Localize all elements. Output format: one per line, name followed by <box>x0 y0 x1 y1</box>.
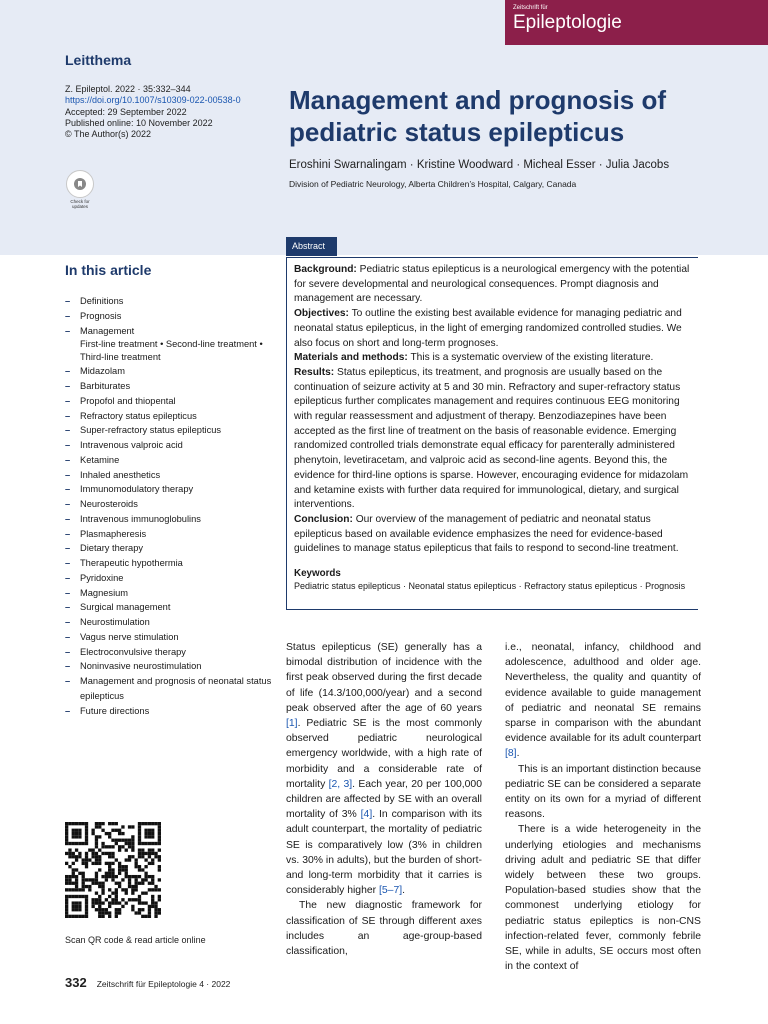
abstract-conclusion: Conclusion: Our overview of the management of pediatric and neonatal status epilepticus based on available evidence emphasizes the need for evidence-based guidelines to manage status epilepticus that fails to respond to second-line treatment. <box>294 513 679 555</box>
qr-caption: Scan QR code & read article online <box>65 935 206 945</box>
affiliation: Division of Pediatric Neurology, Alberta Children’s Hospital, Calgary, Canada <box>289 179 577 189</box>
toc-dash-icon: – <box>65 395 71 406</box>
article-title <box>289 84 729 148</box>
toc-item[interactable] <box>65 453 275 468</box>
toc-dash-icon: – <box>65 572 71 583</box>
doi-link[interactable]: https://doi.org/10.1007/s10309-022-00538-0 <box>65 95 241 106</box>
toc-item-label: Pyridoxine <box>80 572 124 583</box>
toc-item[interactable] <box>65 309 275 324</box>
toc-dash-icon: – <box>65 310 71 321</box>
journal-name: Epileptologie <box>513 12 622 33</box>
toc-item[interactable] <box>65 438 275 453</box>
toc-item-label: Ketamine <box>80 454 120 465</box>
keywords-heading: Keywords <box>294 568 341 580</box>
toc-item-label: Therapeutic hypothermia <box>80 558 183 568</box>
journal-banner <box>505 0 768 45</box>
journal-subtitle: Zeitschrift für <box>513 5 548 11</box>
keywords: Pediatric status epilepticus · Neonatal status epilepticus · Refractory status epilepticus · Prognosis <box>294 581 686 592</box>
toc-item-label: Surgical management <box>80 602 171 613</box>
toc-dash-icon: – <box>65 296 71 306</box>
toc-dash-icon: – <box>65 646 71 657</box>
toc-item[interactable] <box>65 364 275 379</box>
abstract-methods: Materials and methods: This is a systematic overview of the existing literature. <box>294 352 654 364</box>
citation-link[interactable]: [5–7] <box>379 885 403 897</box>
citation-link[interactable]: [4] <box>360 809 373 821</box>
toc-dash-icon: – <box>65 705 71 716</box>
check-for-updates-icon[interactable] <box>66 170 94 198</box>
toc-dash-icon: – <box>65 325 71 336</box>
citation-link[interactable]: [2, 3] <box>328 778 353 790</box>
toc-item[interactable] <box>65 497 275 512</box>
toc-item-label: Definitions <box>80 296 124 306</box>
citation: Z. Epileptol. 2022 · 35:332–344 <box>65 84 191 94</box>
toc-dash-icon: – <box>65 513 71 524</box>
toc-item[interactable] <box>65 482 275 497</box>
toc-dash-icon: – <box>65 381 71 391</box>
toc-dash-icon: – <box>65 410 71 421</box>
page-number: 332 <box>65 975 87 990</box>
toc-dash-icon: – <box>65 631 71 642</box>
toc-item[interactable] <box>65 615 275 630</box>
copyright: © The Author(s) 2022 <box>65 129 152 140</box>
footer-journal: Zeitschrift für Epileptologie 4 · 2022 <box>96 979 231 989</box>
toc-item[interactable] <box>65 571 275 586</box>
toc-item-label: Immunomodulatory therapy <box>80 484 194 495</box>
check-for-updates-label: Check for updates <box>70 199 90 209</box>
toc-dash-icon: – <box>65 543 71 554</box>
toc-item[interactable] <box>65 409 275 424</box>
toc-dash-icon: – <box>65 469 71 480</box>
article-meta <box>65 84 241 140</box>
body-column-1 <box>286 640 482 959</box>
body-paragraph: This is an important distinction because pediatric SE can be considered a separate entity on its own for a myriad of different reasons. <box>505 763 701 821</box>
abstract-box <box>286 257 698 610</box>
toc-dash-icon: – <box>65 425 71 436</box>
toc-item[interactable] <box>65 586 275 601</box>
toc-item[interactable] <box>65 541 275 556</box>
toc-item[interactable] <box>65 512 275 527</box>
toc-item[interactable] <box>65 704 275 719</box>
toc-dash-icon: – <box>65 676 71 686</box>
abstract-objectives: Objectives: To outline the existing best available evidence for managing pediatric and neonatal status epilepticus, in the light of emerging randomized controlled studies. We also focus on short and long-term prognoses. <box>294 308 682 349</box>
toc-item[interactable] <box>65 394 275 409</box>
toc-dash-icon: – <box>65 587 71 598</box>
body-column-2 <box>505 640 701 974</box>
toc-item[interactable] <box>65 468 275 483</box>
title-line-1: Management and prognosis of <box>289 85 667 115</box>
toc-dash-icon: – <box>65 617 71 627</box>
page-footer <box>65 975 230 990</box>
abstract-tab: Abstract <box>286 237 337 256</box>
authors: Eroshini Swarnalingam · Kristine Woodward · Micheal Esser · Julia Jacobs <box>289 159 670 171</box>
toc-item-label: Electroconvulsive therapy <box>80 646 186 657</box>
toc-item-label: Management <box>80 325 135 336</box>
body-paragraph: There is a wide heterogeneity in the underlying etiologies and mechanisms driving adult and pediatric SE that differ widely between these two groups. Population-based studies show that the commonest underlying etiology for pediatric status epileptics is non-CNS infection-related fever, commonly febrile SE, while in adults, SE occurs most often in the context of <box>505 824 701 973</box>
toc-dash-icon: – <box>65 558 71 568</box>
body-paragraph: i.e., neonatal, infancy, childhood and adolescence, adulthood and older age. Nevertheless, the quality and quantity of evidence available to guide management of pediatric and neonatal SE remains sparse in comparison with the abundant evidence available for its adult counterpart [8]. <box>505 642 701 760</box>
toc-item[interactable] <box>65 674 275 704</box>
qr-code-icon[interactable] <box>65 822 161 918</box>
toc-item[interactable] <box>65 556 275 571</box>
toc-item[interactable] <box>65 423 275 438</box>
toc-item[interactable] <box>65 630 275 645</box>
toc-item[interactable] <box>65 600 275 615</box>
toc-item[interactable] <box>65 324 275 365</box>
toc-item[interactable] <box>65 294 275 309</box>
toc-dash-icon: – <box>65 602 71 613</box>
toc-subitems: First-line treatment • Second-line treatment • Third-line treatment <box>80 339 263 363</box>
toc-item-label: Intravenous valproic acid <box>80 440 183 450</box>
bookmark-icon <box>73 177 87 191</box>
toc-item-label: Management and prognosis of neonatal status epilepticus <box>80 676 272 701</box>
citation-link[interactable]: [8] <box>505 748 517 760</box>
toc-item[interactable] <box>65 527 275 542</box>
toc-list <box>65 294 275 718</box>
toc-item[interactable] <box>65 379 275 394</box>
toc-dash-icon: – <box>65 528 71 539</box>
toc-item-label: Dietary therapy <box>80 543 144 554</box>
toc-title: In this article <box>65 262 152 278</box>
toc-item-label: Propofol and thiopental <box>80 395 176 406</box>
toc-item-label: Plasmapheresis <box>80 528 147 539</box>
toc-dash-icon: – <box>65 454 71 465</box>
toc-item-label: Magnesium <box>80 587 129 598</box>
toc-item-label: Vagus nerve stimulation <box>80 631 179 642</box>
toc-item-label: Neurosteroids <box>80 499 138 509</box>
toc-item-label: Prognosis <box>80 310 122 321</box>
citation-link[interactable]: [1] <box>286 718 298 730</box>
toc-item-label: Barbiturates <box>80 381 131 391</box>
toc-item-label: Midazolam <box>80 366 125 377</box>
toc-dash-icon: – <box>65 366 71 377</box>
body-paragraph: Status epilepticus (SE) generally has a bimodal distribution of incidence with the first peak observed during the first decade of life (14.3/100,000/year) and a second peak observed after the age of 60 years [1]. Pediatric SE is the most commonly observed pediatric neurological emergency worldwide, with a high rate of morbidity and a considerable rate of mortality [2, 3]. Each year, 20 per 100,000 children are affected by SE with an overall mortality of 3% [4]. In comparison with its adult counterpart, the mortality of pediatric SE is comparatively low (3% in children vs. 30% in adults), but the burden of short- and long-term morbidity that it carries is considerably higher [5–7]. <box>286 642 482 897</box>
toc-dash-icon: – <box>65 499 71 509</box>
body-paragraph: The new diagnostic framework for classification of SE through different axes includes an age-group-based classification, <box>286 900 482 958</box>
toc-item-label: Super-refractory status epilepticus <box>80 425 222 436</box>
toc-dash-icon: – <box>65 484 71 495</box>
published-date: Published online: 10 November 2022 <box>65 117 213 128</box>
toc-item-label: Neurostimulation <box>80 617 150 627</box>
toc-item-label: Noninvasive neurostimulation <box>80 661 202 672</box>
toc-item[interactable] <box>65 659 275 674</box>
toc-item[interactable] <box>65 645 275 660</box>
toc-item-label: Inhaled anesthetics <box>80 469 161 480</box>
abstract-background: Background: Pediatric status epilepticus is a neurological emergency with the potential for severe developmental and neurological consequences. Prompt diagnosis and management are necessary. <box>294 264 690 305</box>
accepted-date: Accepted: 29 September 2022 <box>65 106 187 117</box>
toc-item-label: Future directions <box>80 705 150 716</box>
toc-item-label: Refractory status epilepticus <box>80 410 197 421</box>
section-label: Leitthema <box>65 52 132 68</box>
toc-item-label: Intravenous immunoglobulins <box>80 513 201 524</box>
title-line-2: pediatric status epilepticus <box>289 117 625 147</box>
abstract-results: Results: Status epilepticus, its treatment, and prognosis are usually based on the continuation of seizure activity at 5 and 30 min. Refractory and super-refractory status epilepticus further complicates management and requires continuous EEG monitoring with regular reassessment and adjustment of therapy. Benzodiazepines have been accepted as the first line of treatment on the basis of reasonable evidence. Emerging randomized controlled trials demonstrate equal efficacy for parenterally administered phenytoin, levetiracetam, and valproic acid as second-line agents. Beyond this, the evidence for third-line options is sparse. However, encouraging evidence for midazolam and ketamine exists with further data required for immunological, dietary, and surgical interventions. <box>294 366 689 511</box>
toc-dash-icon: – <box>65 440 71 450</box>
toc-dash-icon: – <box>65 661 71 672</box>
